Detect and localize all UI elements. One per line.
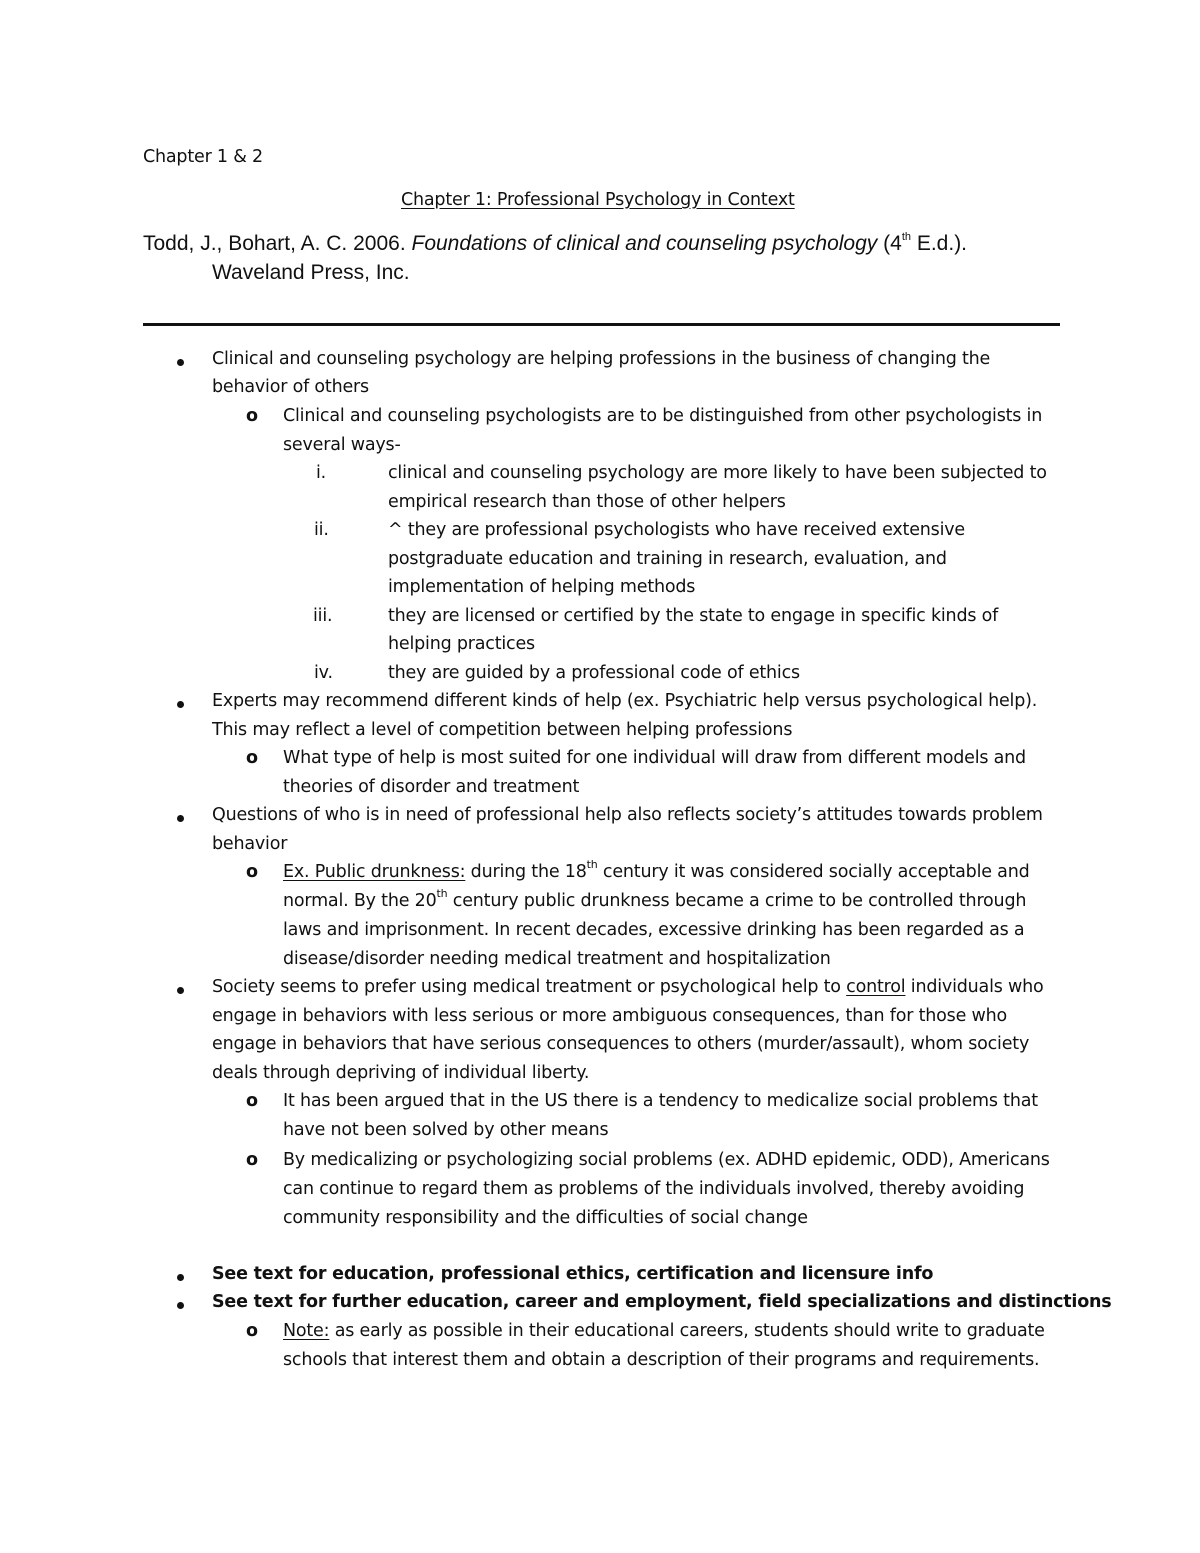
bullet-4-line-4: deals through depriving of individual liberty. — [212, 1063, 590, 1083]
note-label: Note: — [283, 1321, 330, 1341]
text-run: century it was considered socially acceptable and — [597, 862, 1030, 882]
text-run: as early as possible in their educational careers, students should write to graduate — [329, 1321, 1045, 1341]
bullet-4-sub-2-line-1: By medicalizing or psychologizing social problems (ex. ADHD epidemic, ODD), Americans — [283, 1150, 1050, 1170]
superscript: th — [586, 858, 598, 872]
text-run: century public drunkness became a crime to be controlled through — [447, 891, 1027, 911]
citation-publisher: Waveland Press, Inc. — [212, 261, 410, 284]
bullet-5-line-1: See text for education, professional ethics, certification and licensure info — [212, 1264, 934, 1284]
citation-authors: Todd, J., Bohart, A. C. 2006. — [143, 232, 412, 255]
list-item-line: empirical research than those of other helpers — [388, 492, 786, 512]
list-item-line: they are guided by a professional code of ethics — [388, 663, 800, 683]
bullet-4-sub-1-line-1: It has been argued that in the US there is a tendency to medicalize social problems that — [283, 1091, 1038, 1111]
bullet-3-sub-line-2 — [283, 887, 1026, 916]
example-label: Ex. Public drunkness: — [283, 862, 466, 882]
citation-edition-sup: th — [901, 231, 911, 243]
bullet-icon — [174, 982, 186, 1000]
list-item-number: iv. — [314, 663, 333, 683]
horizontal-rule — [143, 323, 1060, 326]
bullet-icon — [174, 1297, 186, 1315]
bullet-4-line-2: engage in behaviors with less serious or more ambiguous consequences, than for those who — [212, 1006, 1008, 1026]
bullet-icon — [174, 696, 186, 714]
sub-bullet-icon: o — [246, 1321, 258, 1341]
citation-edition-close: E.d.). — [911, 232, 968, 255]
bullet-6-note-line-1 — [283, 1317, 1045, 1346]
underlined-word: control — [846, 977, 906, 997]
list-item-line: helping practices — [388, 634, 535, 654]
bullet-4-line-3: engage in behaviors that have serious consequences to others (murder/assault), whom society — [212, 1034, 1030, 1054]
list-item-line: clinical and counseling psychology are more likely to have been subjected to — [388, 463, 1047, 483]
bullet-3-sub-line-1 — [283, 858, 1030, 887]
list-item-number: iii. — [313, 606, 333, 626]
bullet-4-sub-2-line-2: can continue to regard them as problems of the individuals involved, thereby avoiding — [283, 1179, 1025, 1199]
text-run: individuals who — [905, 977, 1044, 997]
chapter-label: Chapter 1 & 2 — [143, 147, 263, 167]
bullet-1-sub-line-1: Clinical and counseling psychologists are to be distinguished from other psychologists in — [283, 406, 1043, 426]
bullet-1-line-1: Clinical and counseling psychology are helping professions in the business of changing the — [212, 349, 991, 369]
sub-bullet-icon: o — [246, 748, 258, 768]
bullet-icon — [174, 810, 186, 828]
text-run: during the 18 — [465, 862, 587, 882]
sub-bullet-icon: o — [246, 406, 258, 426]
bullet-6-note-line-2: schools that interest them and obtain a description of their programs and requirements. — [283, 1350, 1040, 1370]
bullet-3-line-1: Questions of who is in need of professional help also reflects society’s attitudes towards problem — [212, 805, 1043, 825]
text-run: normal. By the 20 — [283, 891, 437, 911]
sub-bullet-icon: o — [246, 1091, 258, 1111]
list-item-line: ^ they are professional psychologists who have received extensive — [388, 520, 965, 540]
bullet-2-line-2: This may reflect a level of competition between helping professions — [212, 720, 793, 740]
bullet-2-line-1: Experts may recommend different kinds of help (ex. Psychiatric help versus psychological help). — [212, 691, 1038, 711]
bullet-3-sub-line-4: disease/disorder needing medical treatment and hospitalization — [283, 949, 831, 969]
citation-title: Foundations of clinical and counseling psychology — [411, 232, 878, 255]
superscript: th — [436, 887, 448, 901]
bullet-1-line-2: behavior of others — [212, 377, 369, 397]
sub-bullet-icon: o — [246, 1150, 258, 1170]
bullet-4-sub-1-line-2: have not been solved by other means — [283, 1120, 609, 1140]
citation-line-1 — [143, 229, 967, 259]
bullet-2-sub-line-1: What type of help is most suited for one individual will draw from different models and — [283, 748, 1026, 768]
list-item-number: i. — [316, 463, 327, 483]
sub-bullet-icon: o — [246, 862, 258, 882]
text-run: Society seems to prefer using medical treatment or psychological help to — [212, 977, 847, 997]
list-item-line: postgraduate education and training in research, evaluation, and — [388, 549, 947, 569]
bullet-icon — [174, 354, 186, 372]
bullet-icon — [174, 1269, 186, 1287]
list-item-line: implementation of helping methods — [388, 577, 696, 597]
bullet-6-line-1: See text for further education, career and employment, field specializations and distinctions — [212, 1292, 1112, 1312]
bullet-4-line-1 — [212, 973, 1044, 1002]
citation-edition-open: (4 — [877, 232, 902, 255]
bullet-2-sub-line-2: theories of disorder and treatment — [283, 777, 580, 797]
bullet-3-sub-line-3: laws and imprisonment. In recent decades, excessive drinking has been regarded as a — [283, 920, 1025, 940]
bullet-4-sub-2-line-3: community responsibility and the difficulties of social change — [283, 1208, 808, 1228]
bullet-1-sub-line-2: several ways- — [283, 435, 401, 455]
list-item-number: ii. — [314, 520, 329, 540]
list-item-line: they are licensed or certified by the state to engage in specific kinds of — [388, 606, 999, 626]
chapter-title: Chapter 1: Professional Psychology in Context — [401, 190, 795, 210]
bullet-3-line-2: behavior — [212, 834, 288, 854]
